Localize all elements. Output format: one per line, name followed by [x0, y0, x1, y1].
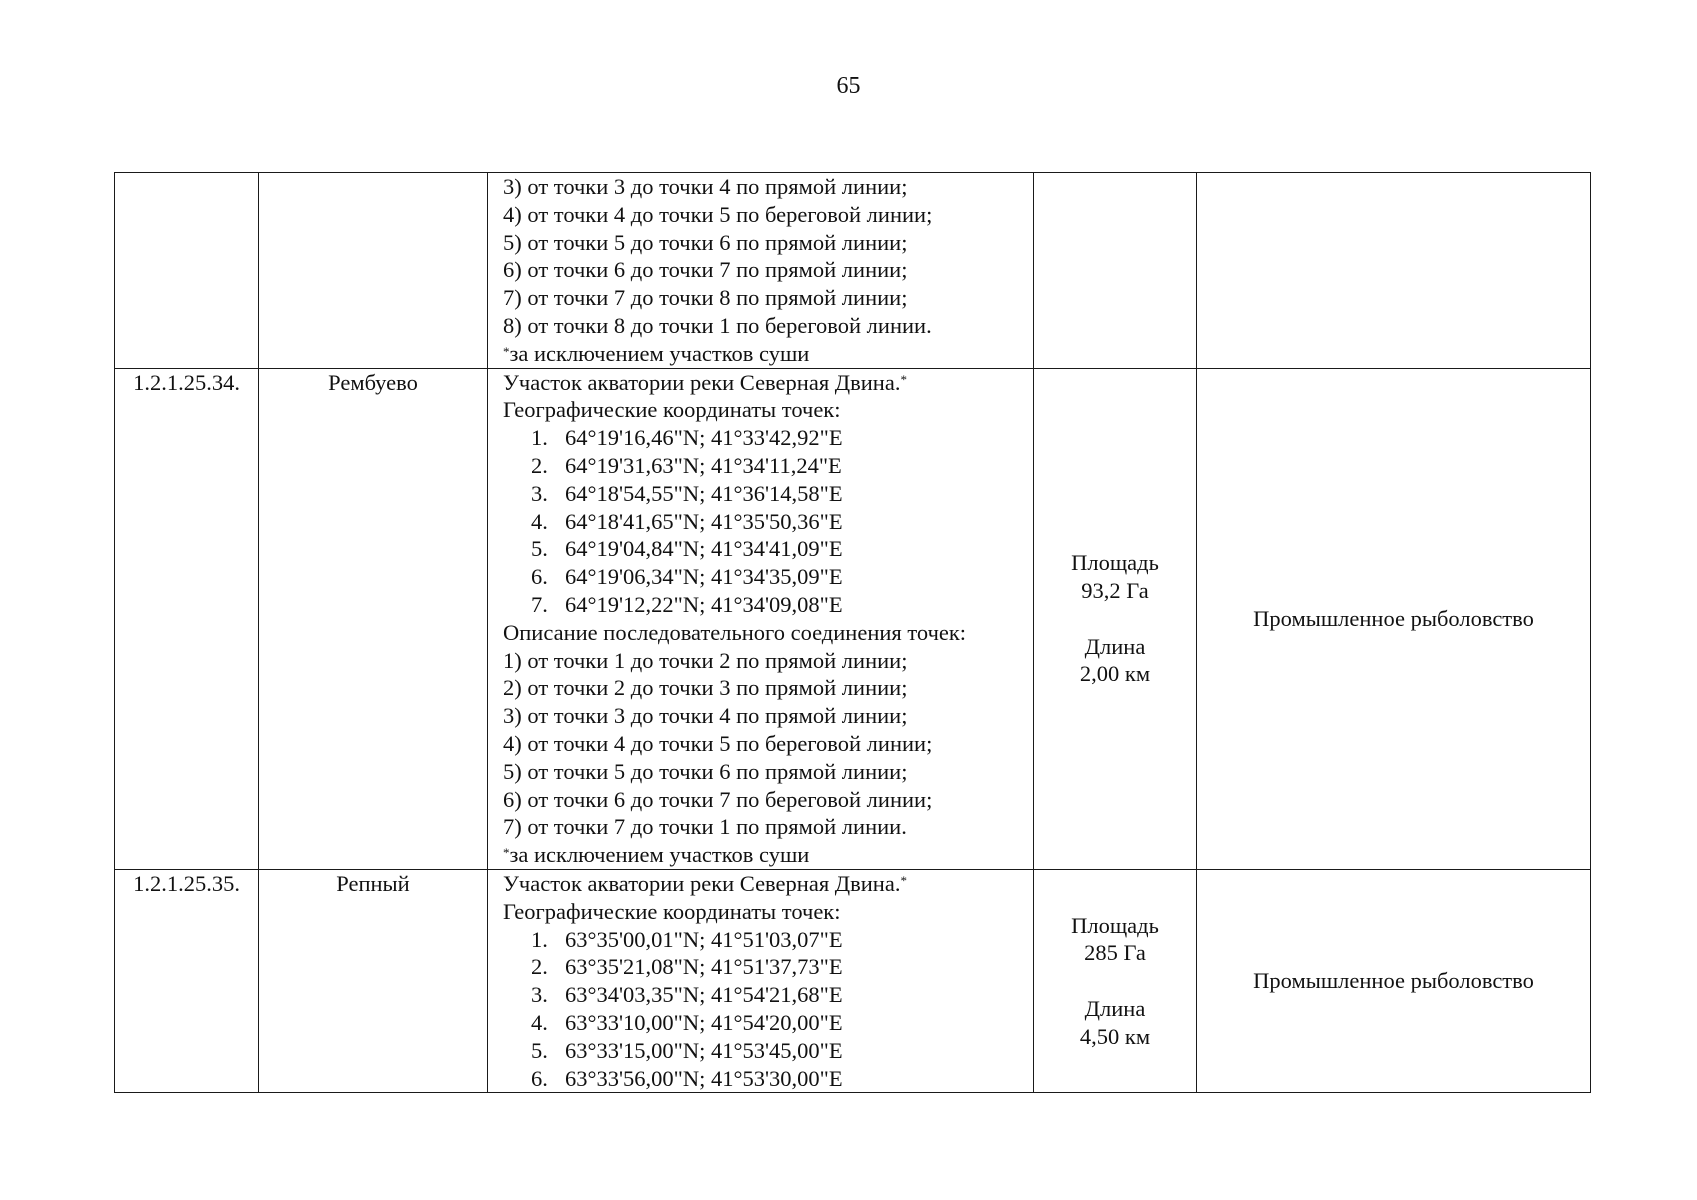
connection-line: 5) от точки 5 до точки 6 по прямой линии; [503, 758, 908, 784]
connection-line: 7) от точки 7 до точки 1 по прямой линии. [503, 814, 907, 840]
connection-line: 8) от точки 8 до точки 1 по береговой линии. [503, 312, 932, 338]
footnote-text: за исключением участков суши [509, 340, 810, 366]
table-row [115, 368, 1591, 869]
coordinate-list [503, 424, 1029, 619]
coordinate-index: 3. [531, 982, 548, 1008]
coordinate-value: 63°33'15,00"N; 41°53'45,00"E [565, 1037, 843, 1063]
table-row-continuation [115, 173, 1591, 369]
coordinate-value: 63°35'00,01"N; 41°51'03,07"E [565, 926, 843, 952]
page-number: 65 [836, 73, 861, 99]
coordinate-item [531, 926, 1029, 954]
coordinate-item [531, 480, 1029, 508]
connection-line: 5) от точки 5 до точки 6 по прямой линии; [503, 229, 908, 255]
coordinate-value: 64°18'54,55"N; 41°36'14,58"E [565, 480, 843, 506]
coordinate-value: 63°35'21,08"N; 41°51'37,73"E [565, 954, 843, 980]
connection-line: 2) от точки 2 до точки 3 по прямой линии; [503, 675, 908, 701]
coordinate-index: 4. [531, 508, 548, 534]
coordinate-index: 4. [531, 1009, 548, 1035]
cell-description [488, 368, 1034, 869]
area-heading-text: Участок акватории реки Северная Двина. [503, 369, 901, 395]
cell-description [488, 173, 1034, 369]
coordinate-item [531, 1037, 1029, 1065]
footnote [503, 340, 1029, 368]
connection-line: 1) от точки 1 до точки 2 по прямой линии; [503, 647, 908, 673]
table-row [115, 869, 1591, 1092]
footnote-mark: * [503, 845, 510, 861]
coordinate-value: 63°33'10,00"N; 41°54'20,00"E [565, 1009, 843, 1035]
footnote [503, 841, 1029, 869]
cell-use: Промышленное рыболовство [1197, 368, 1591, 869]
area-value: 285 Га [1084, 940, 1146, 966]
fishing-areas-table [114, 172, 1591, 1093]
coordinate-value: 64°19'31,63"N; 41°34'11,24"E [565, 452, 842, 478]
coordinate-index: 1. [531, 425, 548, 451]
spacer [1034, 967, 1196, 995]
coordinate-value: 63°33'56,00"N; 41°53'30,00"E [565, 1065, 843, 1091]
coordinate-item [531, 508, 1029, 536]
coordinate-index: 3. [531, 480, 548, 506]
heading-mark: * [900, 371, 907, 387]
footnote-text: за исключением участков суши [509, 842, 810, 868]
cell-description [488, 869, 1034, 1092]
length-value: 4,50 км [1079, 1023, 1151, 1049]
coordinate-index: 5. [531, 1037, 548, 1063]
connection-title: Описание последовательного соединения точек: [503, 619, 967, 645]
connection-line: 3) от точки 3 до точки 4 по прямой линии; [503, 174, 908, 199]
spacer [1034, 605, 1196, 633]
coordinate-item [531, 535, 1029, 563]
area-heading [503, 369, 1029, 397]
cell-name: Репный [259, 869, 488, 1092]
connection-line: 4) от точки 4 до точки 5 по береговой линии; [503, 201, 933, 227]
coordinate-index: 6. [531, 564, 548, 590]
connection-line: 4) от точки 4 до точки 5 по береговой линии; [503, 730, 933, 756]
cell-number: 1.2.1.25.35. [115, 869, 259, 1092]
connection-line: 6) от точки 6 до точки 7 по прямой линии; [503, 257, 908, 283]
area-label: Площадь [1071, 550, 1159, 576]
coordinate-index: 7. [531, 591, 548, 617]
length-label: Длина [1084, 633, 1146, 659]
coordinate-value: 64°18'41,65"N; 41°35'50,36"E [565, 508, 843, 534]
connection-line: 6) от точки 6 до точки 7 по береговой линии; [503, 786, 933, 812]
coordinate-item [531, 452, 1029, 480]
area-label: Площадь [1071, 912, 1159, 938]
coordinate-item [531, 981, 1029, 1009]
coordinate-item [531, 424, 1029, 452]
cell-number: 1.2.1.25.34. [115, 368, 259, 869]
length-value: 2,00 км [1079, 661, 1151, 687]
connection-line: 7) от точки 7 до точки 8 по прямой линии; [503, 285, 908, 311]
cell-name [259, 173, 488, 369]
coordinate-item [531, 1065, 1029, 1093]
heading-mark: * [900, 872, 907, 888]
cell-area [1034, 368, 1197, 869]
area-heading [503, 870, 1029, 898]
coords-title: Географические координаты точек: [503, 397, 841, 423]
coordinate-item [531, 1009, 1029, 1037]
footnote-mark: * [503, 343, 510, 359]
coordinate-index: 5. [531, 536, 548, 562]
coordinate-item [531, 591, 1029, 619]
coordinate-index: 1. [531, 926, 548, 952]
coordinate-value: 64°19'12,22"N; 41°34'09,08"E [565, 591, 843, 617]
coordinate-value: 64°19'04,84"N; 41°34'41,09"E [565, 536, 843, 562]
area-value: 93,2 Га [1081, 578, 1149, 604]
cell-use: Промышленное рыболовство [1197, 869, 1591, 1092]
cell-area [1034, 173, 1197, 369]
length-label: Длина [1084, 996, 1146, 1021]
coordinate-item [531, 953, 1029, 981]
coordinate-value: 64°19'06,34"N; 41°34'35,09"E [565, 564, 843, 590]
coordinate-index: 6. [531, 1065, 548, 1091]
area-heading-text: Участок акватории реки Северная Двина. [503, 870, 901, 896]
coordinate-value: 64°19'16,46"N; 41°33'42,92"E [565, 425, 843, 451]
coordinate-item [531, 563, 1029, 591]
coordinate-index: 2. [531, 452, 548, 478]
connection-line: 3) от точки 3 до точки 4 по прямой линии; [503, 703, 908, 729]
coordinate-value: 63°34'03,35"N; 41°54'21,68"E [565, 982, 843, 1008]
cell-area [1034, 869, 1197, 1092]
coordinate-list [503, 926, 1029, 1093]
cell-number [115, 173, 259, 369]
coordinate-index: 2. [531, 954, 548, 980]
cell-use [1197, 173, 1591, 369]
coords-title: Географические координаты точек: [503, 898, 841, 924]
cell-name: Рембуево [259, 368, 488, 869]
